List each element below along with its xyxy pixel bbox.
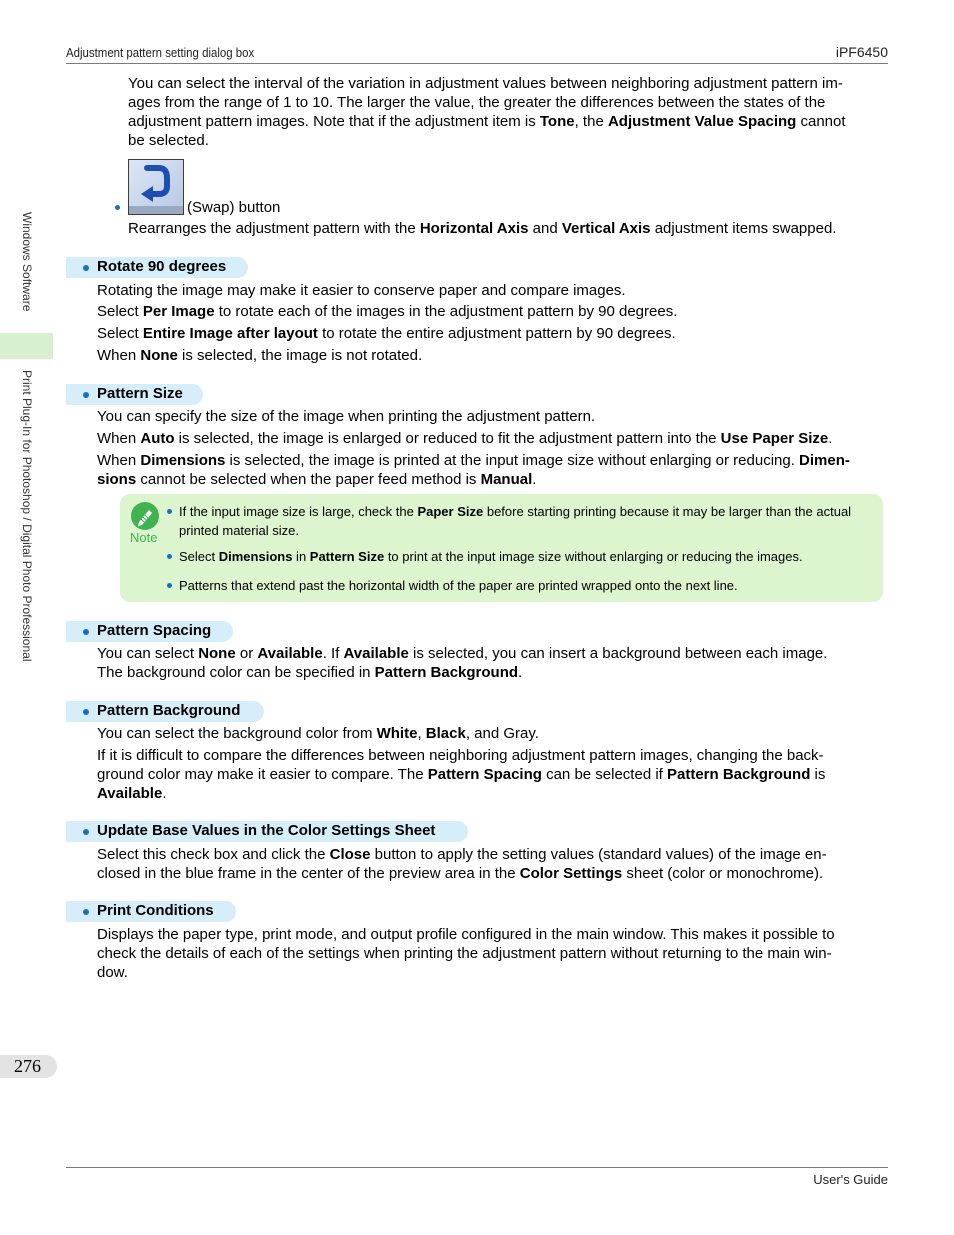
note-bullet-icon <box>167 509 172 514</box>
rotate-line-3: Select Entire Image after layout to rotate the entire adjustment pattern by 90 degrees. <box>97 325 676 342</box>
swap-bullet <box>115 205 120 210</box>
note-item-2: Select Dimensions in Pattern Size to print at the input image size without enlarging or reducing the images. <box>179 547 869 566</box>
note-box <box>120 494 883 602</box>
rotate-line-2: Select Per Image to rotate each of the images in the adjustment pattern by 90 degrees. <box>97 303 678 320</box>
heading-bullet-icon <box>83 265 89 271</box>
spacing-paragraph: You can select None or Available. If Available is selected, you can insert a background between each image. The background color can be specified in Pattern Background. <box>97 645 828 681</box>
size-line-4: sions cannot be selected when the paper feed method is Manual. <box>97 471 537 488</box>
rotate-line-1: Rotating the image may make it easier to conserve paper and compare images. <box>97 282 626 299</box>
note-label: Note <box>130 530 158 545</box>
page-number: 276 <box>14 1056 41 1076</box>
intro-paragraph: You can select the interval of the variation in adjustment values between neighboring adjustment pattern im- ages from the range of 1 to 10. The larger the value, the greater the differences between the states of the adjustment pattern images. Note that if the adjustment item is Tone, the Adjustment Value Spacing cannot be selected. <box>128 75 846 149</box>
section-heading-update-base-values: Update Base Values in the Color Settings Sheet <box>66 821 468 842</box>
size-line-1: You can specify the size of the image when printing the adjustment pattern. <box>97 408 596 425</box>
section-heading-rotate: Rotate 90 degrees <box>66 257 248 278</box>
swap-button-label: (Swap) button <box>187 199 281 216</box>
section-heading-pattern-spacing: Pattern Spacing <box>66 621 233 642</box>
heading-bullet-icon <box>83 909 89 915</box>
swap-button-image <box>128 159 184 215</box>
swap-description: Rearranges the adjustment pattern with the Horizontal Axis and Vertical Axis adjustment items swapped. <box>128 220 837 237</box>
heading-bullet-icon <box>83 709 89 715</box>
background-paragraph-2: If it is difficult to compare the differences between neighboring adjustment pattern images, changing the back- ground color may make it easier to compare. The Pattern Spacing can be selected if Pattern Background is Available. <box>97 747 826 802</box>
heading-bullet-icon <box>83 629 89 635</box>
size-line-3: When Dimensions is selected, the image is printed at the input image size without enlarging or reducing. Dimen- <box>97 452 850 469</box>
note-bullet-icon <box>167 554 172 559</box>
background-line-1: You can select the background color from White, Black, and Gray. <box>97 725 539 742</box>
note-item-1: If the input image size is large, check the Paper Size before starting printing because it may be larger than the actual printed material size. <box>179 502 869 540</box>
section-heading-print-conditions: Print Conditions <box>66 901 236 922</box>
note-item-3: Patterns that extend past the horizontal width of the paper are printed wrapped onto the next line. <box>179 576 869 595</box>
print-paragraph: Displays the paper type, print mode, and output profile configured in the main window. This makes it possible to check the details of each of the settings when printing the adjustment pattern without returning to the main win- dow. <box>97 926 835 981</box>
update-paragraph: Select this check box and click the Close button to apply the setting values (standard values) of the image en- closed in the blue frame in the center of the preview area in the Color Settings sheet (color or monochrome). <box>97 846 827 882</box>
side-section-label: Windows Software <box>20 212 34 312</box>
footer-rule <box>66 1167 888 1168</box>
note-pencil-icon <box>131 502 159 530</box>
section-heading-pattern-size: Pattern Size <box>66 384 203 405</box>
running-header-model: iPF6450 <box>835 44 888 60</box>
side-section-tab <box>0 333 53 359</box>
section-heading-pattern-background: Pattern Background <box>66 701 264 722</box>
heading-bullet-icon <box>83 392 89 398</box>
rotate-line-4: When None is selected, the image is not rotated. <box>97 347 423 364</box>
note-bullet-icon <box>167 583 172 588</box>
running-header-title: Adjustment pattern setting dialog box <box>66 45 255 60</box>
footer-guide-title: User's Guide <box>813 1172 888 1187</box>
size-line-2: When Auto is selected, the image is enlarged or reduced to fit the adjustment pattern into the Use Paper Size. <box>97 430 833 447</box>
heading-bullet-icon <box>83 829 89 835</box>
header-rule <box>66 63 888 64</box>
page-number-tab <box>0 1055 57 1078</box>
swap-arrow-icon <box>129 160 183 214</box>
side-chapter-label: Print Plug-In for Photoshop / Digital Photo Professional <box>20 370 34 662</box>
